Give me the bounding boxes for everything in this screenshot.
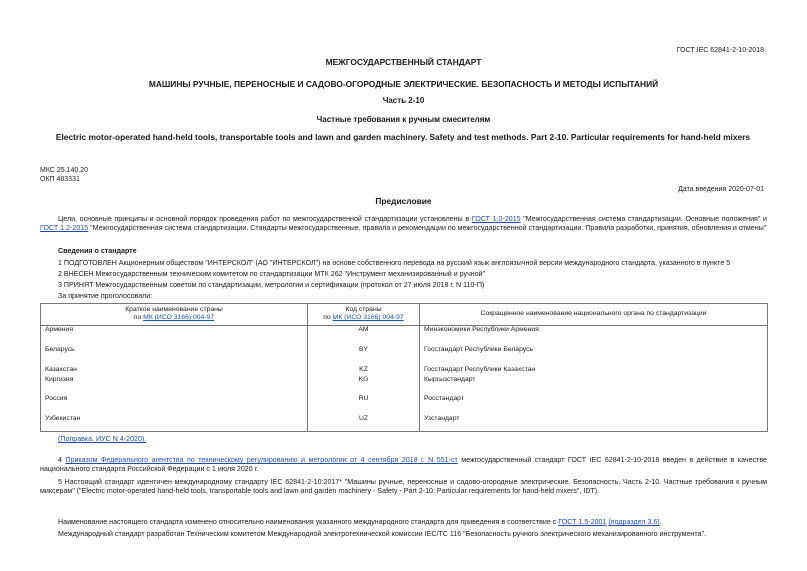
cell-body: Росстандарт (420, 395, 768, 415)
note-text: . (659, 518, 662, 526)
column-header-country (41, 304, 308, 326)
amendment-note (40, 435, 767, 444)
part-heading: Часть 2-10 (382, 96, 425, 105)
cell-body: Госстандарт Республики Беларусь (420, 346, 768, 366)
subsection-3-6-link[interactable]: (подраздел 3.6) (608, 518, 660, 526)
cell-country: Киргизия (41, 376, 308, 395)
document-code: ГОСТ IEC 62841-2-10-2018 (676, 47, 764, 54)
column-header-subtext (45, 314, 303, 322)
preface-text: "Межгосударственная система стандартизации. Основные положения" и (520, 215, 768, 223)
item-text: межгосударственный стандарт ГОСТ IEC 62841-2-10-2018 введен в действие в качестве национального стандарта Российской Федерации с 1 июля 2020 г. (40, 456, 767, 473)
table-row (41, 395, 768, 415)
cell-code: KZ (308, 366, 420, 376)
item-number: 4 (58, 456, 66, 464)
subtitle-ru: Частные требования к ручным смесителям (316, 115, 491, 124)
note-text: Наименование настоящего стандарта изменено относительно наименования указанного международного стандарта для приведения в соответствие с (58, 518, 559, 526)
column-header-prefix: по (133, 314, 144, 322)
cell-code: RU (308, 395, 420, 415)
cell-country: Узбекистан (41, 415, 308, 432)
standard-title-en: Electric motor-operated hand-held tools, transportable tools and lawn and garden machinery. Safety and test methods. Part 2-10. Particular requirements for hand-held mixers (55, 132, 751, 142)
table-row (41, 376, 768, 395)
table-row (41, 346, 768, 366)
cell-code: UZ (308, 415, 420, 432)
okp-code: ОКП 483331 (40, 176, 80, 183)
committee-note: Международный стандарт разработан Техническим комитетом Международной электротехнической комиссии IEC/TC 116 "Безопасность ручного электрического механизированного инструмента". (58, 530, 706, 538)
cell-code: AM (308, 325, 420, 346)
cell-country: Россия (41, 395, 308, 415)
cell-country: Армения (41, 325, 308, 346)
gost-1-5-link[interactable]: ГОСТ 1.5-2001 (558, 518, 607, 526)
mks-code: МКС 25.140.20 (40, 167, 88, 174)
table-row (41, 325, 768, 346)
table-row (41, 366, 768, 376)
info-item-5: 5 Настоящий стандарт идентичен международному стандарту IEC 62841-2-10:2017* "Машины ручные, переносные и садово-огородные электрические. Безопасность. Часть 2-10. Частные требования к ручным миксерам" ("Electric motor-operated hand-held tools, transportable tools and lawn and garden machinery - Safety - Part 2-10: Particular requirements for hand-held mixers", IDT). (40, 478, 767, 495)
info-item-4 (40, 456, 767, 474)
cell-code: KG (308, 376, 420, 395)
column-header-subtext (312, 314, 415, 322)
mk-iso-link[interactable]: МК (ИСО 3166) 004-97 (143, 314, 215, 322)
table-header-row (41, 304, 768, 326)
info-item-3: 3 ПРИНЯТ Межгосударственным советом по стандартизации, метрологии и сертификации (протокол от 27 июля 2018 г. N 110-П) (58, 281, 485, 289)
order-link[interactable]: Приказом Федерального агентства по техническому регулированию и метрологии от 4 сентября 2018 г. N 551-ст (65, 456, 458, 464)
cell-body: Узстандарт (420, 415, 768, 432)
name-change-note (40, 518, 767, 527)
cell-body: Кыргызстандарт (420, 376, 768, 395)
column-header-code (308, 304, 420, 326)
preface-text: "Межгосударственная система стандартизации. Стандарты межгосударственные, правила и рекомендации по межгосударственной стандартизации. Правила разработки, принятия, обновления и отмены" (88, 223, 767, 232)
gost-1-2-link[interactable]: ГОСТ 1.2-2015 (40, 223, 89, 232)
voting-states-table (40, 303, 768, 432)
column-header-text: Код страны (345, 306, 382, 313)
info-item-2: 2 ВНЕСЕН Межгосударственным техническим комитетом по стандартизации МТК 262 "Инструмент механизированный и ручной" (58, 270, 486, 278)
gost-1-0-link[interactable]: ГОСТ 1.0-2015 (471, 215, 521, 223)
cell-body: Минэкономики Республики Армения (420, 325, 768, 346)
cell-body: Госстандарт Республики Казахстан (420, 366, 768, 376)
amendment-link[interactable]: (Поправка. ИУС N 4-2020). (58, 435, 147, 443)
column-header-body: Сокращенное наименование национального органа по стандартизации (420, 304, 768, 326)
standard-type-heading: МЕЖГОСУДАРСТВЕННЫЙ СТАНДАРТ (325, 57, 482, 67)
info-item-1: 1 ПОДГОТОВЛЕН Акционерным обществом "ИНТЕРСКОЛ" (АО "ИНТЕРСКОЛ") на основе собственного перевода на русский язык англоязычной версии международного стандарта, указанного в пункте 5 (58, 259, 731, 267)
preface-paragraph (40, 215, 767, 233)
preface-heading: Предисловие (375, 196, 432, 206)
mk-iso-link[interactable]: МК (ИСО 3166) 004-97 (332, 314, 404, 322)
introduction-date: Дата введения 2020-07-01 (678, 186, 764, 193)
preface-text: Цели, основные принципы и основной порядок проведения работ по межгосударственной стандартизации установлены в (58, 215, 472, 223)
cell-code: BY (308, 346, 420, 366)
voted-label: За принятие проголосовали: (58, 292, 153, 300)
cell-country: Казахстан (41, 366, 308, 376)
column-header-text: Краткое наименование страны (125, 306, 223, 313)
info-heading: Сведения о стандарте (58, 247, 137, 255)
table-row (41, 415, 768, 432)
column-header-prefix: по (323, 314, 333, 322)
cell-country: Беларусь (41, 346, 308, 366)
standard-title-ru: МАШИНЫ РУЧНЫЕ, ПЕРЕНОСНЫЕ И САДОВО-ОГОРОДНЫЕ ЭЛЕКТРИЧЕСКИЕ. БЕЗОПАСНОСТЬ И МЕТОДЫ ИСПЫТАНИЙ (148, 79, 659, 89)
